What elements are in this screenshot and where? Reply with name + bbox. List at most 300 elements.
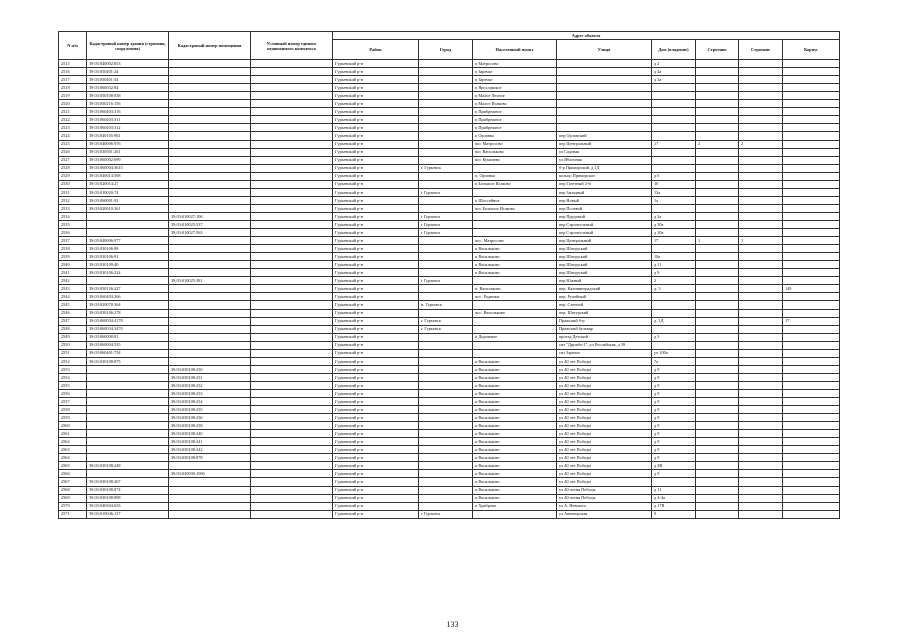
cell-street: пер. Степной bbox=[557, 301, 652, 309]
cell-corpus bbox=[783, 373, 840, 381]
cell-structure bbox=[739, 357, 783, 365]
cell-street: пер Газетный 2-й bbox=[557, 180, 652, 188]
cell-street: пер Шатурский bbox=[557, 253, 652, 261]
cell-district: Гурьевский р-н bbox=[333, 277, 419, 285]
cell-street: пер. Ручейный bbox=[557, 293, 652, 301]
cell-street: ул 40-летия Победы bbox=[557, 486, 652, 494]
cell-building bbox=[696, 124, 739, 132]
table-row bbox=[59, 486, 840, 494]
cell-district: Гурьевский р-н bbox=[333, 430, 419, 438]
cell-structure bbox=[739, 502, 783, 510]
cell-complex-number bbox=[251, 269, 333, 277]
cell-district: Гурьевский р-н bbox=[333, 349, 419, 357]
cell-city bbox=[419, 422, 473, 430]
cell-street: ул 40 лет Победы bbox=[557, 470, 652, 478]
cell-district: Гурьевский р-н bbox=[333, 317, 419, 325]
cell-street: Пражский б-р bbox=[557, 317, 652, 325]
cell-building-cadastral: 39:03:050216:156 bbox=[87, 100, 169, 108]
cell-house bbox=[652, 148, 696, 156]
cell-num: 2533 bbox=[59, 204, 87, 212]
cell-room-cadastral bbox=[169, 180, 251, 188]
cell-city bbox=[419, 486, 473, 494]
header-room-cadastral: Кадастровый номер помещения bbox=[169, 32, 251, 60]
cell-house: д 3 bbox=[652, 333, 696, 341]
cell-num: 2558 bbox=[59, 406, 87, 414]
cell-settlement: п Васильково bbox=[473, 357, 557, 365]
cell-room-cadastral: 39:03:030108:240 bbox=[169, 430, 251, 438]
cell-building-cadastral: 39:03:030106:224 bbox=[87, 269, 169, 277]
cell-room-cadastral: 39:03:010027:563 bbox=[169, 229, 251, 237]
cell-street: пер Строительный bbox=[557, 229, 652, 237]
cell-structure bbox=[739, 172, 783, 180]
table-row bbox=[59, 148, 840, 156]
cell-district: Гурьевский р-н bbox=[333, 164, 419, 172]
cell-complex-number bbox=[251, 277, 333, 285]
cell-building-cadastral: 39:03:030501:201 bbox=[87, 148, 169, 156]
cell-room-cadastral bbox=[169, 100, 251, 108]
cell-corpus bbox=[783, 277, 840, 285]
cell-num: 2539 bbox=[59, 253, 87, 261]
cell-num: 2545 bbox=[59, 301, 87, 309]
header-address-group: Адрес объекта bbox=[333, 32, 840, 40]
cell-room-cadastral bbox=[169, 502, 251, 510]
cell-house: д 9 bbox=[652, 454, 696, 462]
cell-building-cadastral: 39:03:020078:364 bbox=[87, 301, 169, 309]
cell-num: 2522 bbox=[59, 116, 87, 124]
cell-street: пер Новый bbox=[557, 196, 652, 204]
cell-street bbox=[557, 84, 652, 92]
cell-corpus bbox=[783, 510, 840, 518]
cell-house: д 17В bbox=[652, 502, 696, 510]
cell-building bbox=[696, 180, 739, 188]
cell-num: 2549 bbox=[59, 333, 87, 341]
cell-structure bbox=[739, 188, 783, 196]
cell-complex-number bbox=[251, 196, 333, 204]
cell-district: Гурьевский р-н bbox=[333, 325, 419, 333]
cell-street bbox=[557, 108, 652, 116]
cell-settlement bbox=[473, 510, 557, 518]
cell-num: 2544 bbox=[59, 293, 87, 301]
cell-building bbox=[696, 293, 739, 301]
cell-street: пер Шатурский bbox=[557, 269, 652, 277]
cell-corpus bbox=[783, 92, 840, 100]
cell-city: г Гурьевск bbox=[419, 510, 473, 518]
cell-complex-number bbox=[251, 92, 333, 100]
table-row bbox=[59, 389, 840, 397]
table-row bbox=[59, 422, 840, 430]
cell-complex-number bbox=[251, 438, 333, 446]
cell-complex-number bbox=[251, 454, 333, 462]
cell-street bbox=[557, 60, 652, 68]
cell-room-cadastral bbox=[169, 92, 251, 100]
cell-corpus bbox=[783, 261, 840, 269]
table-row bbox=[59, 438, 840, 446]
cell-settlement bbox=[473, 212, 557, 220]
cell-corpus: 149 bbox=[783, 285, 840, 293]
cell-num: 2521 bbox=[59, 108, 87, 116]
cell-city bbox=[419, 261, 473, 269]
cell-structure bbox=[739, 414, 783, 422]
cell-building bbox=[696, 188, 739, 196]
cell-building-cadastral bbox=[87, 389, 169, 397]
cell-house: 13а bbox=[652, 188, 696, 196]
cell-structure bbox=[739, 381, 783, 389]
cell-street bbox=[557, 100, 652, 108]
cell-district: Гурьевский р-н bbox=[333, 92, 419, 100]
cell-corpus bbox=[783, 325, 840, 333]
cell-structure: 1 bbox=[739, 237, 783, 245]
cell-building bbox=[696, 309, 739, 317]
cell-settlement: п Васильково bbox=[473, 478, 557, 486]
cell-building bbox=[696, 60, 739, 68]
cell-house: д 9 bbox=[652, 389, 696, 397]
cell-complex-number bbox=[251, 462, 333, 470]
cell-structure bbox=[739, 132, 783, 140]
cell-corpus bbox=[783, 172, 840, 180]
cell-house: 1а bbox=[652, 196, 696, 204]
cell-district: Гурьевский р-н bbox=[333, 108, 419, 116]
cell-structure bbox=[739, 462, 783, 470]
cell-building-cadastral: 39:03:030109:40 bbox=[87, 261, 169, 269]
table-row bbox=[59, 269, 840, 277]
cell-district: Гурьевский р-н bbox=[333, 229, 419, 237]
cell-building bbox=[696, 92, 739, 100]
cell-corpus bbox=[783, 116, 840, 124]
cell-district: Гурьевский р-н bbox=[333, 301, 419, 309]
cell-building bbox=[696, 398, 739, 406]
cell-district: Гурьевский р-н bbox=[333, 132, 419, 140]
cell-complex-number bbox=[251, 349, 333, 357]
cell-city bbox=[419, 478, 473, 486]
cell-settlement: п Прибрежное bbox=[473, 116, 557, 124]
cell-district: Гурьевский р-н bbox=[333, 204, 419, 212]
cell-room-cadastral bbox=[169, 357, 251, 365]
cell-complex-number bbox=[251, 478, 333, 486]
cell-complex-number bbox=[251, 373, 333, 381]
cell-structure bbox=[739, 60, 783, 68]
cell-corpus bbox=[783, 253, 840, 261]
cell-structure bbox=[739, 422, 783, 430]
cell-corpus bbox=[783, 293, 840, 301]
cell-street: ул Садовая bbox=[557, 148, 652, 156]
cell-room-cadastral bbox=[169, 237, 251, 245]
cell-room-cadastral bbox=[169, 341, 251, 349]
cell-street: ул 40 лет Победы bbox=[557, 381, 652, 389]
cell-settlement: п Васильково bbox=[473, 430, 557, 438]
cell-num: 2546 bbox=[59, 309, 87, 317]
cell-house: д 4а bbox=[652, 68, 696, 76]
cell-district: Гурьевский р-н bbox=[333, 510, 419, 518]
table-row bbox=[59, 253, 840, 261]
cell-settlement: п Васильково bbox=[473, 406, 557, 414]
cell-settlement: п Васильково bbox=[473, 438, 557, 446]
cell-settlement: пос Васильково bbox=[473, 148, 557, 156]
cell-corpus bbox=[783, 341, 840, 349]
cell-house bbox=[652, 293, 696, 301]
cell-building-cadastral: 39:03:020010:361 bbox=[87, 204, 169, 212]
cell-settlement: п Васильково bbox=[473, 245, 557, 253]
cell-city bbox=[419, 116, 473, 124]
table-row bbox=[59, 502, 840, 510]
cell-corpus bbox=[783, 309, 840, 317]
cell-city: г Гурьевск bbox=[419, 212, 473, 220]
cell-corpus bbox=[783, 333, 840, 341]
cell-district: Гурьевский р-н bbox=[333, 76, 419, 84]
table-row bbox=[59, 212, 840, 220]
cell-city bbox=[419, 269, 473, 277]
cell-num: 2547 bbox=[59, 317, 87, 325]
cell-corpus bbox=[783, 470, 840, 478]
cell-settlement: п Васильково bbox=[473, 422, 557, 430]
cell-building-cadastral: 39:03:020014:27 bbox=[87, 180, 169, 188]
cell-settlement: п Малое Лесное bbox=[473, 92, 557, 100]
cell-structure bbox=[739, 212, 783, 220]
cell-building-cadastral: 39:03:040002:853 bbox=[87, 60, 169, 68]
cell-city bbox=[419, 156, 473, 164]
cell-city bbox=[419, 108, 473, 116]
cell-corpus bbox=[783, 132, 840, 140]
cell-num: 2528 bbox=[59, 164, 87, 172]
cell-room-cadastral: 39:03:010025:537 bbox=[169, 220, 251, 228]
cell-num: 2519 bbox=[59, 92, 87, 100]
cell-settlement: п Васильково bbox=[473, 462, 557, 470]
cell-house: д 2 bbox=[652, 60, 696, 68]
cell-district: Гурьевский р-н bbox=[333, 253, 419, 261]
cell-num: 2569 bbox=[59, 494, 87, 502]
cell-settlement: пос. Родники bbox=[473, 293, 557, 301]
cell-room-cadastral bbox=[169, 462, 251, 470]
cell-complex-number bbox=[251, 76, 333, 84]
cell-corpus bbox=[783, 164, 840, 172]
cell-district: Гурьевский р-н bbox=[333, 116, 419, 124]
cell-building bbox=[696, 317, 739, 325]
cell-district: Гурьевский р-н bbox=[333, 470, 419, 478]
cell-complex-number bbox=[251, 116, 333, 124]
cell-room-cadastral: 39:03:030108:231 bbox=[169, 373, 251, 381]
cell-building-cadastral: 39:03:040014:568 bbox=[87, 172, 169, 180]
cell-room-cadastral bbox=[169, 253, 251, 261]
cell-room-cadastral bbox=[169, 164, 251, 172]
cell-structure bbox=[739, 180, 783, 188]
cell-building bbox=[696, 116, 739, 124]
cell-room-cadastral bbox=[169, 132, 251, 140]
cell-structure bbox=[739, 333, 783, 341]
cell-complex-number bbox=[251, 357, 333, 365]
cell-corpus bbox=[783, 454, 840, 462]
cell-building-cadastral: 39:03:060403:312 bbox=[87, 124, 169, 132]
cell-building-cadastral: 39:03:060004:3615 bbox=[87, 164, 169, 172]
cell-corpus bbox=[783, 478, 840, 486]
cell-complex-number bbox=[251, 60, 333, 68]
cell-street: ул Авиаторская bbox=[557, 510, 652, 518]
cell-building bbox=[696, 406, 739, 414]
cell-complex-number bbox=[251, 229, 333, 237]
table-row bbox=[59, 357, 840, 365]
cell-room-cadastral bbox=[169, 68, 251, 76]
cell-building-cadastral: 39:03:050401:24 bbox=[87, 68, 169, 76]
cell-structure bbox=[739, 76, 783, 84]
table-row bbox=[59, 220, 840, 228]
cell-corpus bbox=[783, 245, 840, 253]
cell-street: пер Шатурский bbox=[557, 261, 652, 269]
cell-house: д 9 bbox=[652, 470, 696, 478]
cell-street: ул 40 лет Победы bbox=[557, 389, 652, 397]
cell-settlement: п Заречье bbox=[473, 68, 557, 76]
cell-building bbox=[696, 204, 739, 212]
cell-complex-number bbox=[251, 245, 333, 253]
cell-settlement: п Орловка bbox=[473, 132, 557, 140]
table-row bbox=[59, 510, 840, 518]
cell-room-cadastral bbox=[169, 494, 251, 502]
cell-building-cadastral: 39:03:060034:4178 bbox=[87, 317, 169, 325]
cell-building bbox=[696, 108, 739, 116]
cell-city bbox=[419, 389, 473, 397]
cell-city: г Гурьевск bbox=[419, 220, 473, 228]
cell-settlement bbox=[473, 301, 557, 309]
table-row bbox=[59, 293, 840, 301]
cell-district: Гурьевский р-н bbox=[333, 309, 419, 317]
cell-street: ул 40 лет Победы bbox=[557, 406, 652, 414]
header-complex-number: Условный номер единого недвижимого комплекса bbox=[251, 32, 333, 60]
cell-num: 2520 bbox=[59, 100, 87, 108]
cell-complex-number bbox=[251, 333, 333, 341]
table-row bbox=[59, 76, 840, 84]
cell-settlement: пос. Васильково bbox=[473, 309, 557, 317]
cell-corpus bbox=[783, 301, 840, 309]
cell-settlement: п Васильково bbox=[473, 269, 557, 277]
cell-complex-number bbox=[251, 172, 333, 180]
cell-city bbox=[419, 76, 473, 84]
table-row bbox=[59, 92, 840, 100]
cell-num: 2534 bbox=[59, 212, 87, 220]
cell-street: б-р Приморский, д 1Д bbox=[557, 164, 652, 172]
cell-complex-number bbox=[251, 140, 333, 148]
cell-room-cadastral: 39:03:030108:236 bbox=[169, 414, 251, 422]
cell-street: ул Яблочная bbox=[557, 156, 652, 164]
cell-corpus bbox=[783, 180, 840, 188]
cell-city bbox=[419, 124, 473, 132]
cell-house bbox=[652, 116, 696, 124]
cell-house: 10а bbox=[652, 253, 696, 261]
cell-street: снт Заречье bbox=[557, 349, 652, 357]
cell-street: ул 40 лет Победы bbox=[557, 454, 652, 462]
cell-street: Пражский бульвар bbox=[557, 325, 652, 333]
cell-city bbox=[419, 430, 473, 438]
table-row bbox=[59, 446, 840, 454]
cell-street: пер Западный bbox=[557, 188, 652, 196]
table-row bbox=[59, 478, 840, 486]
cell-building-cadastral bbox=[87, 398, 169, 406]
cell-house: д 3а bbox=[652, 76, 696, 84]
cell-complex-number bbox=[251, 180, 333, 188]
cell-structure bbox=[739, 156, 783, 164]
cell-structure bbox=[739, 277, 783, 285]
cell-complex-number bbox=[251, 422, 333, 430]
cell-house: д 4-4а bbox=[652, 494, 696, 502]
cell-corpus bbox=[783, 100, 840, 108]
cell-house bbox=[652, 164, 696, 172]
cell-building: 2 bbox=[696, 140, 739, 148]
cell-house: 17 bbox=[652, 237, 696, 245]
cell-building-cadastral: 39:03:060001:92 bbox=[87, 196, 169, 204]
cell-city bbox=[419, 180, 473, 188]
cell-district: Гурьевский р-н bbox=[333, 285, 419, 293]
table-row bbox=[59, 494, 840, 502]
cell-num: 2525 bbox=[59, 140, 87, 148]
cell-num: 2571 bbox=[59, 510, 87, 518]
cell-house bbox=[652, 156, 696, 164]
cell-structure bbox=[739, 220, 783, 228]
table-row bbox=[59, 317, 840, 325]
table-row bbox=[59, 462, 840, 470]
cell-district: Гурьевский р-н bbox=[333, 180, 419, 188]
cell-room-cadastral: 39:03:010025:381 bbox=[169, 277, 251, 285]
cell-settlement: п Васильково bbox=[473, 494, 557, 502]
cell-corpus bbox=[783, 76, 840, 84]
cell-house: д 9 bbox=[652, 414, 696, 422]
cell-structure bbox=[739, 164, 783, 172]
table-row bbox=[59, 124, 840, 132]
cell-settlement: п Заречье bbox=[473, 76, 557, 84]
cell-city bbox=[419, 196, 473, 204]
cell-district: Гурьевский р-н bbox=[333, 406, 419, 414]
cell-street: ул 40 лет Победы bbox=[557, 373, 652, 381]
cell-city bbox=[419, 285, 473, 293]
cell-city bbox=[419, 253, 473, 261]
table-row bbox=[59, 156, 840, 164]
cell-num: 2551 bbox=[59, 349, 87, 357]
cell-room-cadastral bbox=[169, 245, 251, 253]
cell-corpus bbox=[783, 188, 840, 196]
cell-street: снт "Дружба-1", ул Российская, д 39 bbox=[557, 341, 652, 349]
cell-structure bbox=[739, 196, 783, 204]
cell-building bbox=[696, 333, 739, 341]
cell-num: 2553 bbox=[59, 365, 87, 373]
cell-street: ул 40 лет Победы bbox=[557, 422, 652, 430]
header-district: Район bbox=[333, 40, 419, 60]
cell-corpus bbox=[783, 108, 840, 116]
cell-district: Гурьевский р-н bbox=[333, 245, 419, 253]
cell-city bbox=[419, 357, 473, 365]
cell-house: д 9 bbox=[652, 422, 696, 430]
cell-district: Гурьевский р-н bbox=[333, 220, 419, 228]
cell-building-cadastral: 39:03:060008:81 bbox=[87, 333, 169, 341]
cell-city: г Гурьевск bbox=[419, 188, 473, 196]
cell-complex-number bbox=[251, 100, 333, 108]
cell-house bbox=[652, 245, 696, 253]
cell-settlement: п Прибрежное bbox=[473, 108, 557, 116]
cell-num: 2554 bbox=[59, 373, 87, 381]
cell-corpus bbox=[783, 357, 840, 365]
header-num: N п/п bbox=[59, 32, 87, 60]
cell-building-cadastral bbox=[87, 454, 169, 462]
cell-structure bbox=[739, 261, 783, 269]
cell-structure bbox=[739, 269, 783, 277]
cell-structure bbox=[739, 325, 783, 333]
cell-building-cadastral bbox=[87, 414, 169, 422]
cell-house: д 9 bbox=[652, 430, 696, 438]
cell-house: 9 bbox=[652, 510, 696, 518]
cell-structure bbox=[739, 470, 783, 478]
cell-building bbox=[696, 100, 739, 108]
cell-room-cadastral bbox=[169, 172, 251, 180]
cell-district: Гурьевский р-н bbox=[333, 148, 419, 156]
cell-district: Гурьевский р-н bbox=[333, 365, 419, 373]
cell-num: 2532 bbox=[59, 196, 87, 204]
cell-street bbox=[557, 92, 652, 100]
table-row bbox=[59, 381, 840, 389]
cell-num: 2552 bbox=[59, 357, 87, 365]
